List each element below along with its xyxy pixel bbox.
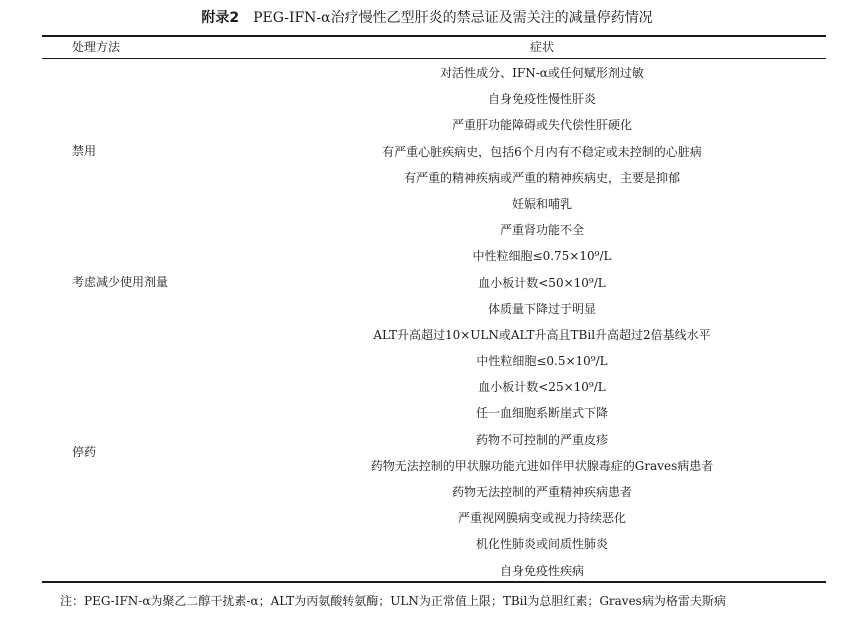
table-row: 自身免疫性疾病 — [499, 563, 584, 578]
header-symptom-label: 症状 — [529, 40, 555, 54]
table-row: 严重肝功能障碍或失代偿性肝硬化 — [451, 118, 632, 133]
table-row: 严重肾功能不全 — [499, 223, 584, 238]
group-reduce-dose: 考虑减少使用剂量 — [72, 275, 169, 289]
bottom-rule — [42, 581, 826, 583]
header-symptom — [0, 37, 854, 57]
symptom-list — [260, 60, 824, 584]
table-row: 妊娠和哺乳 — [511, 196, 572, 211]
table-row: 体质量下降过于明显 — [487, 301, 596, 316]
table-row: 有严重的精神疾病或严重的精神疾病史，主要是抑郁 — [403, 170, 680, 185]
table-row: 对活性成分、IFN-α或任何赋形剂过敏 — [440, 66, 644, 80]
table-row: 有严重心脏疾病史，包括6个月内有不稳定或未控制的心脏病 — [382, 144, 702, 159]
table-row: 血小板计数<50×10⁹/L — [478, 275, 606, 290]
title-text: PEG-IFN-α治疗慢性乙型肝炎的禁忌证及需关注的减量停药情况 — [253, 10, 653, 26]
table-footnote: 注：PEG-IFN-α为聚乙二醇干扰素-α；ALT为丙氨酸转氨酶；ULN为正常值上限；TBil为总胆红素；Graves病为格雷夫斯病 — [60, 594, 726, 608]
table-row: 自身免疫性慢性肝炎 — [487, 92, 596, 107]
table-row: 任一血细胞系断崖式下降 — [475, 406, 608, 421]
table-row: 严重视网膜病变或视力持续恶化 — [457, 511, 626, 526]
header-treatment: 处理方法 — [72, 40, 121, 54]
group-stop: 停药 — [72, 445, 97, 459]
table-row: 中性粒细胞≤0.5×10⁹/L — [476, 354, 608, 369]
group-contraindication: 禁用 — [72, 144, 97, 158]
table-row: 机化性肺炎或间质性肺炎 — [475, 537, 608, 552]
table-row: ALT升高超过10×ULN或ALT升高且TBil升高超过2倍基线水平 — [373, 327, 711, 342]
table-row: 血小板计数<25×10⁹/L — [478, 380, 606, 395]
table-row: 药物不可控制的严重皮疹 — [475, 432, 608, 447]
header-rule — [42, 58, 826, 59]
table-row: 药物无法控制的甲状腺功能亢进如伴甲状腺毒症的Graves病患者 — [370, 458, 714, 473]
table-row: 药物无法控制的严重精神疾病患者 — [451, 485, 632, 499]
table-title — [0, 8, 854, 28]
table-row: 中性粒细胞≤0.75×10⁹/L — [472, 249, 612, 264]
appendix-label: 附录2 — [201, 10, 240, 26]
